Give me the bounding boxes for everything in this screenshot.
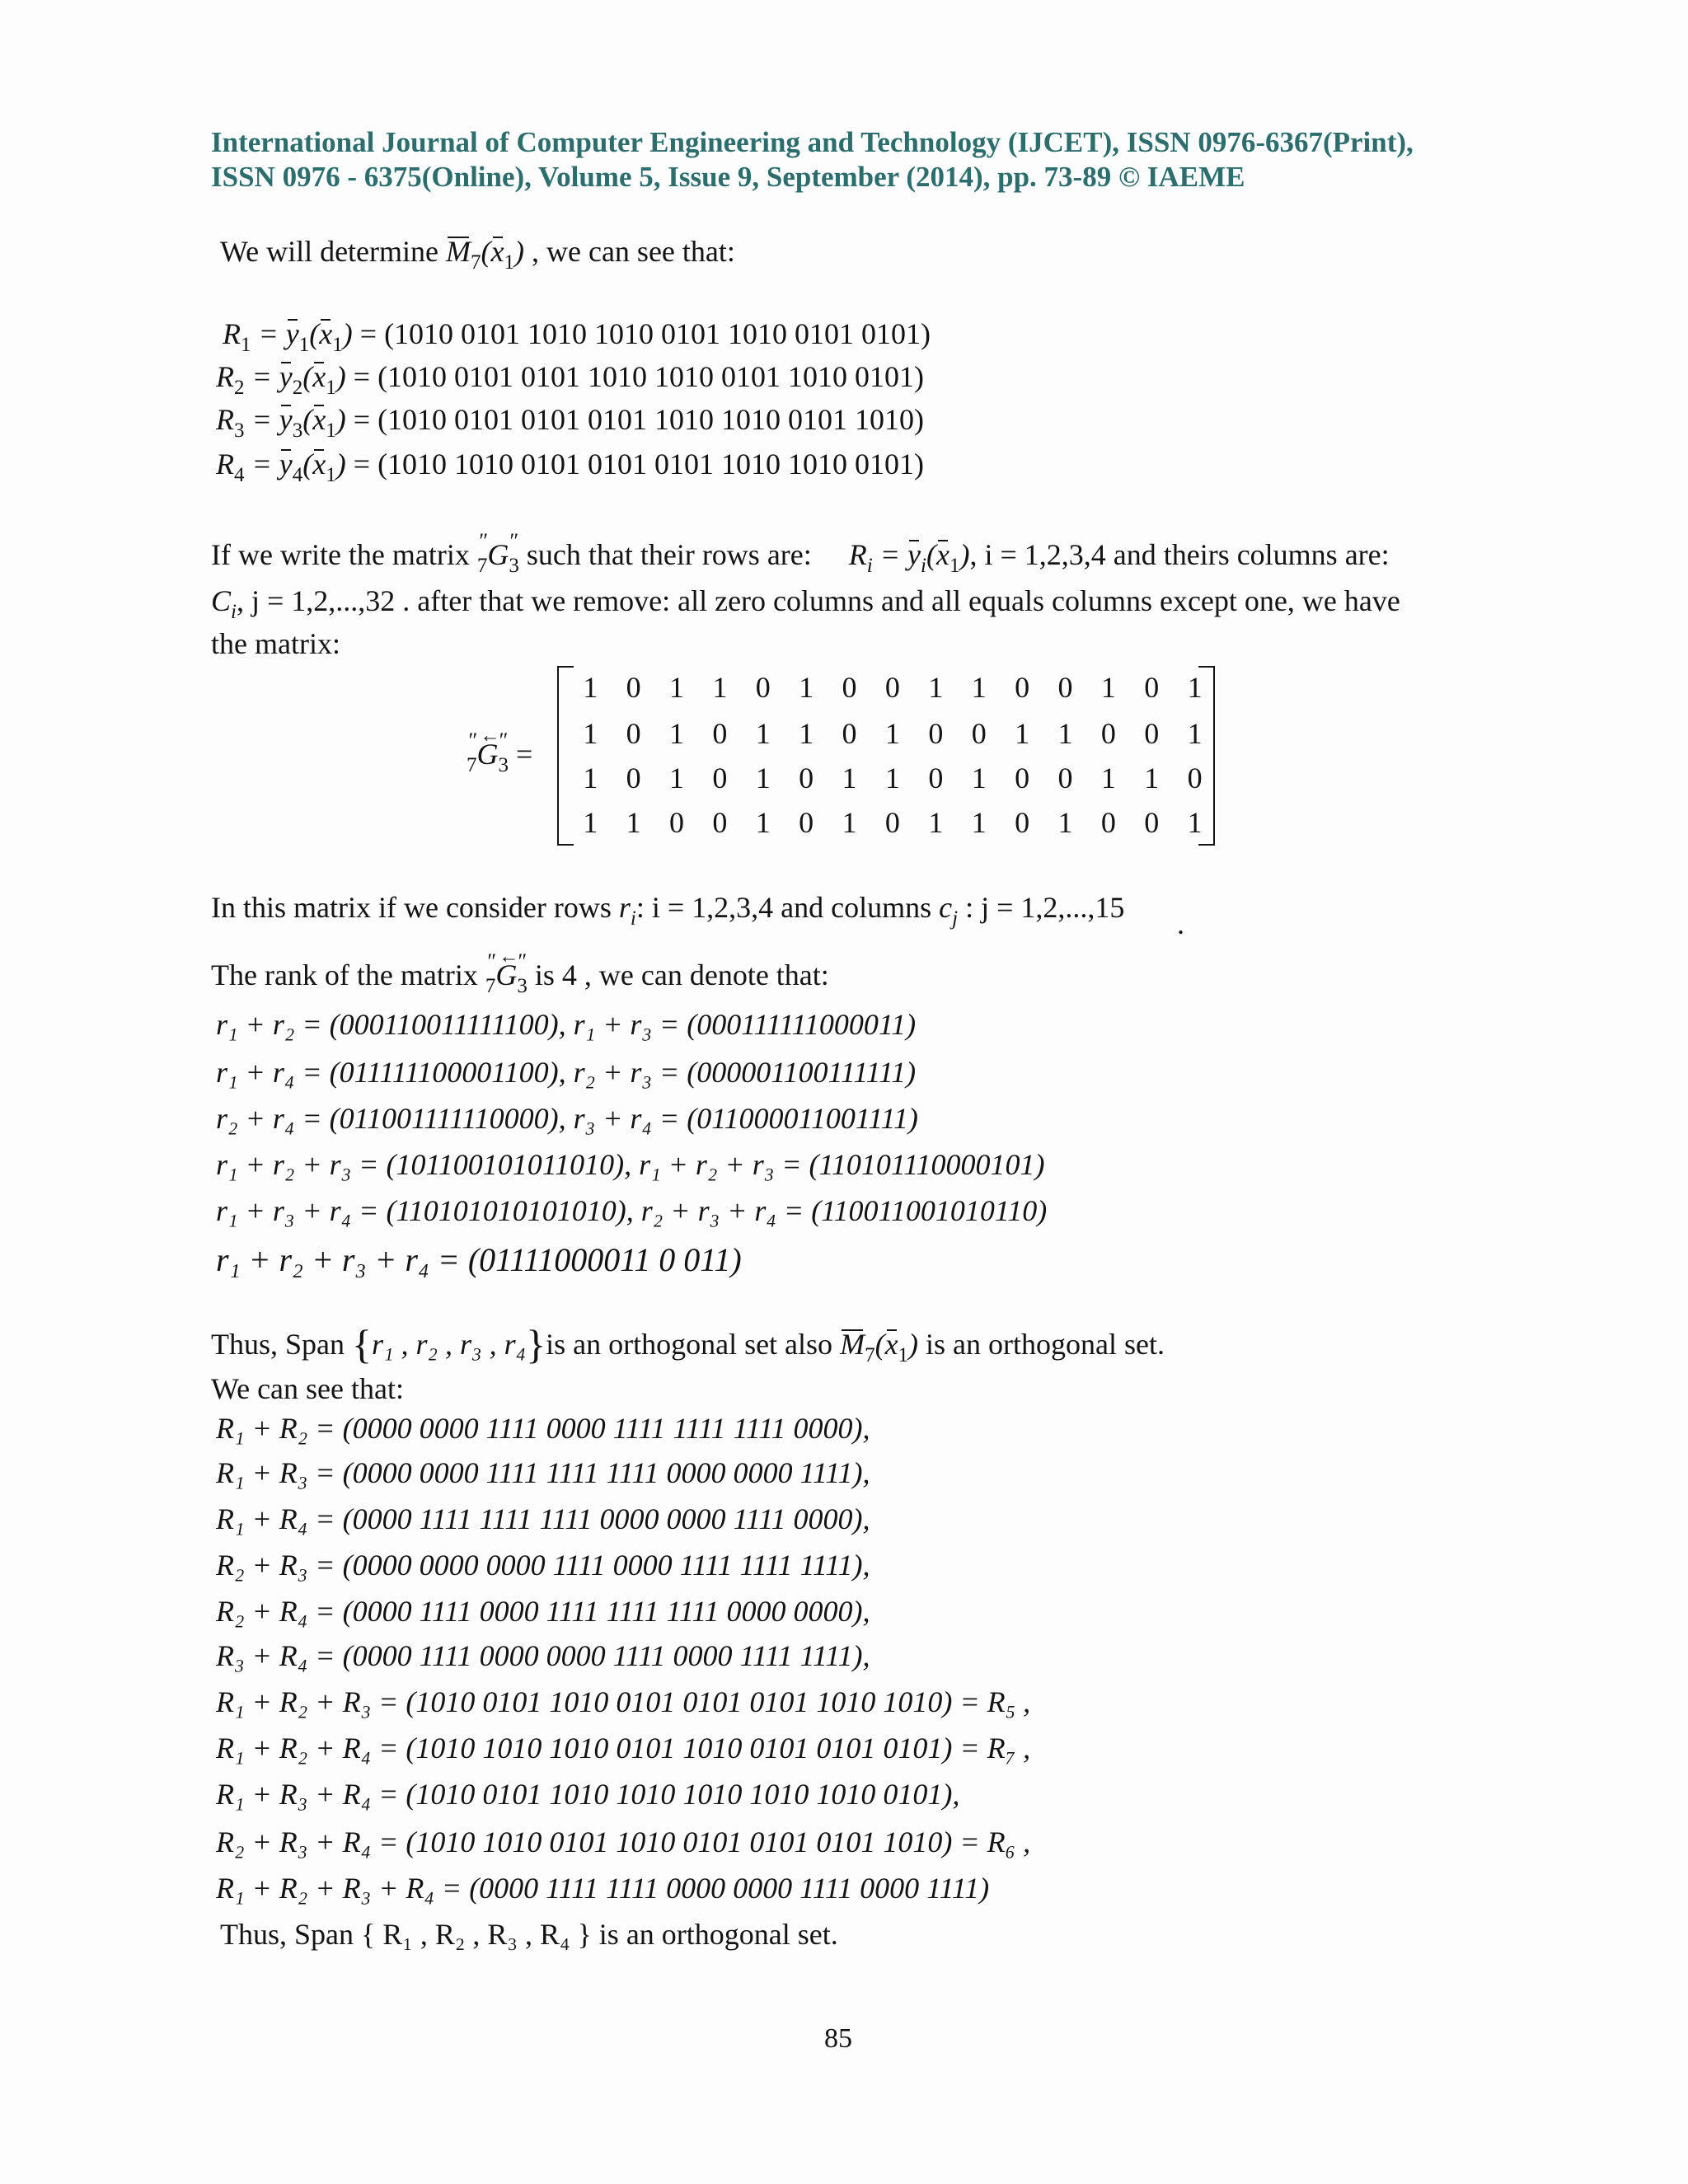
span1-text-a: Thus, Span — [211, 1328, 345, 1361]
matrix-cell: 0 — [799, 806, 814, 839]
matrix-cell: 1 — [1187, 717, 1203, 750]
matrix-cell: 0 — [884, 671, 900, 704]
matrix-cell: 0 — [1100, 717, 1116, 750]
para2-text-c: : j = 1,2,...,15 — [965, 891, 1125, 924]
matrix-cell: 1 — [799, 717, 814, 750]
matrix-cell: 1 — [842, 806, 857, 839]
R-value: = (1010 0101 1010 1010 0101 1010 0101 0101) — [352, 317, 931, 350]
matrix-cell: 0 — [1057, 671, 1073, 704]
R-index: 2 — [234, 377, 245, 399]
matrix-cell: 0 — [712, 717, 728, 750]
R-sum-line-3: R₁ + R₄ = (0000 1111 1111 1111 0000 0000 1111 0000), — [216, 1502, 870, 1535]
paragraph-consider: In this matrix if we consider rows $r_i$: i = 1,2,3,4 and columns $c_j$ : j = 1,2,...,15 — [211, 891, 1125, 930]
R-sum-line-10: R₂ + R₃ + R₄ = (1010 1010 0101 1010 0101 0101 0101 1010) = R₆ , — [216, 1825, 1031, 1858]
matrix-cell: 0 — [1015, 671, 1030, 704]
span1-text-b: is an orthogonal set also — [546, 1328, 833, 1361]
matrix-cell: 1 — [755, 762, 771, 794]
matrix-cell: 0 — [971, 717, 987, 750]
matrix-row — [569, 671, 1217, 704]
matrix-cell: 1 — [1057, 806, 1073, 839]
G-right-subscript: 3 — [498, 754, 509, 776]
R-sum-line-5: R₂ + R₄ = (0000 1111 0000 1111 1111 1111 0000 0000), — [216, 1595, 870, 1628]
r-sum-line-3: r₂ + r₄ = (011001111110000), r₃ + r₄ = (011000011001111) — [216, 1102, 918, 1135]
matrix-cell: 0 — [799, 762, 814, 794]
matrix-cell: 0 — [1015, 762, 1030, 794]
x-bar-symbol: x — [319, 317, 333, 350]
span-line-1: Thus, Span {r₁ , r₂ , r₃ , r₄}is an orthogonal set also $M_7(x_1)$ is an orthogonal set. — [211, 1321, 1165, 1367]
matrix-cell: 1 — [668, 671, 684, 704]
header-line-1: International Journal of Computer Engineering and Technology (IJCET), ISSN 0976-6367(Print), — [211, 126, 1414, 158]
matrix-cell: 1 — [1100, 762, 1116, 794]
R-sum-line-11: R₁ + R₂ + R₃ + R₄ = (0000 1111 1111 0000 0000 1111 0000 1111) — [216, 1872, 990, 1905]
matrix-row — [569, 762, 1217, 794]
r-sum-line-1: r₁ + r₂ = (000110011111100), r₁ + r₃ = (000111111000011) — [216, 1008, 917, 1041]
para1-line-2: , j = 1,2,...,32 . after that we remove: all zero columns and all equals columns except one, we have — [236, 584, 1400, 617]
G-arrow-symbol: ← G — [477, 737, 499, 771]
matrix-cell: 1 — [583, 671, 598, 704]
matrix-cell: 0 — [884, 806, 900, 839]
equals-sign: = — [516, 738, 533, 771]
M-subscript: 7 — [865, 1344, 875, 1366]
matrix-cell: 1 — [842, 762, 857, 794]
R-definition-2: $R_2 = y_2(x_1) = (1010$ 0101 0101 1010 1010 0101 1010 0101) — [216, 360, 925, 399]
r-sum-line-4: r₁ + r₂ + r₃ = (101100101011010), r₁ + r₂ + r₃ = (110101110000101) — [216, 1148, 1045, 1181]
matrix-cell: 1 — [928, 671, 944, 704]
matrix-cell: 0 — [626, 717, 641, 750]
header-line-2: ISSN 0976 - 6375(Online), Volume 5, Issue 9, September (2014), pp. 73-89 © IAEME — [211, 161, 1245, 193]
matrix-cell: 0 — [712, 762, 728, 794]
matrix-cell: 1 — [583, 717, 598, 750]
R-sum-line-1: R₁ + R₂ = (0000 0000 1111 0000 1111 1111 1111 0000), — [216, 1412, 870, 1445]
y-index: 4 — [292, 464, 303, 486]
matrix-cell: 1 — [1015, 717, 1030, 750]
matrix-cell: 0 — [755, 671, 771, 704]
intro-prefix: We will determine — [220, 235, 439, 268]
x-bar-symbol: x — [312, 448, 326, 480]
R-symbol: R — [216, 403, 234, 436]
trailing-dot: . — [1177, 907, 1184, 940]
matrix-cell: 1 — [884, 762, 900, 794]
matrix-cell: 0 — [1015, 806, 1030, 839]
matrix-cell: 1 — [799, 671, 814, 704]
matrix-cell: 0 — [1057, 762, 1073, 794]
y-index: 2 — [292, 377, 303, 399]
y-bar-symbol: y — [907, 538, 921, 571]
x-bar-symbol: x — [935, 538, 950, 571]
matrix-cell: 1 — [971, 671, 987, 704]
matrix-cell: 1 — [1100, 671, 1116, 704]
R-sum-line-6: R₃ + R₄ = (0000 1111 0000 0000 1111 0000 1111 1111), — [216, 1639, 870, 1672]
matrix-cell: 1 — [1187, 806, 1203, 839]
matrix-cell: 0 — [1144, 806, 1160, 839]
M-bar-symbol: M — [840, 1328, 865, 1361]
R-symbol: R — [848, 538, 867, 571]
x-bar-symbol: x — [312, 360, 326, 393]
y-bar-symbol: y — [279, 448, 293, 480]
para2-text-a: In this matrix if we consider rows — [211, 891, 612, 924]
rank-text-b: is 4 , we can denote that: — [534, 958, 829, 991]
matrix-row — [569, 806, 1217, 839]
matrix-cell: 0 — [1100, 806, 1116, 839]
intro-line — [220, 234, 735, 280]
G-symbol: ″ G ″ — [487, 537, 509, 572]
matrix-cell: 1 — [928, 806, 944, 839]
matrix-cell: 0 — [712, 806, 728, 839]
R-index: 1 — [241, 334, 251, 356]
R-index: 3 — [234, 419, 245, 442]
y-bar-symbol: y — [285, 317, 299, 350]
matrix-cell: 1 — [1057, 717, 1073, 750]
R-definition-1: $R_1 = y_1(x_1) = (1010$ 0101 1010 1010 0101 1010 0101 0101) — [223, 317, 931, 356]
r-sum-line-5: r₁ + r₃ + r₄ = (110101010101010), r₂ + r₃ + r₄ = (110011001010110) — [216, 1194, 1048, 1227]
R-sum-line-9: R₁ + R₃ + R₄ = (1010 0101 1010 1010 1010 1010 1010 0101), — [216, 1778, 960, 1811]
matrix-cell: 1 — [884, 717, 900, 750]
matrix-cell: 1 — [626, 806, 641, 839]
matrix-cell: 1 — [971, 762, 987, 794]
matrix-cell: 1 — [971, 806, 987, 839]
matrix-label — [467, 737, 532, 783]
R-definition-3: $R_3 = y_3(x_1) = (1010$ 0101 0101 0101 1010 1010 0101 1010) — [216, 403, 925, 442]
R-symbol: R — [223, 317, 241, 350]
y-index: 1 — [298, 334, 310, 356]
G-right-subscript: 3 — [509, 555, 519, 577]
G-left-subscript: 7 — [476, 555, 488, 577]
r-sum-line-2: r₁ + r₄ = (011111100001100), r₂ + r₃ = (000001100111111) — [216, 1056, 917, 1089]
M-bar-symbol: M — [446, 235, 471, 268]
R-value: = (1010 1010 0101 0101 0101 1010 1010 0101) — [345, 448, 925, 480]
journal-header — [211, 125, 1571, 194]
r-sum-line-6: r₁ + r₂ + r₃ + r₄ = (01111000011 0 011) — [216, 1241, 742, 1278]
paragraph-matrix-line-1: If we write the matrix $_7$″ G $''_3$ such that their rows are: $R_i = y_i(x_1)$, i = 1,2,3,4 and theirs columns are: — [211, 537, 1390, 583]
R-sum-line-4: R₂ + R₃ = (0000 0000 0000 1111 0000 1111 1111 1111), — [216, 1549, 870, 1582]
span-line-2: Thus, Span { R₁ , R₂ , R₃ , R₄ } is an orthogonal set. — [220, 1918, 838, 1951]
matrix-cell: 0 — [928, 717, 944, 750]
matrix-cell: 1 — [668, 717, 684, 750]
matrix-cell: 0 — [626, 762, 641, 794]
rank-line — [211, 958, 829, 1004]
matrix-cell: 1 — [583, 806, 598, 839]
x-subscript: 1 — [326, 464, 336, 486]
paragraph-matrix-line-3: the matrix: — [211, 627, 340, 660]
G-left-subscript: 7 — [485, 975, 496, 997]
R-symbol: R — [216, 448, 234, 480]
x-subscript: 1 — [898, 1344, 909, 1366]
matrix-cell: 1 — [668, 762, 684, 794]
x-bar-symbol: x — [312, 403, 326, 436]
G-right-subscript: 3 — [517, 975, 528, 997]
matrix-cell: 1 — [755, 806, 771, 839]
page-number: 85 — [824, 2023, 852, 2054]
rank-text-a: The rank of the matrix — [211, 958, 478, 991]
matrix-cell: 1 — [755, 717, 771, 750]
R-sum-line-7: R₁ + R₂ + R₃ = (1010 0101 1010 0101 0101 0101 1010 1010) = R₅ , — [216, 1685, 1031, 1718]
matrix-cell: 0 — [928, 762, 944, 794]
matrix-cell: 0 — [842, 671, 857, 704]
intro-suffix: , we can see that: — [532, 235, 735, 268]
y-bar-symbol: y — [279, 403, 293, 436]
R-index: 4 — [234, 464, 245, 486]
x-subscript: 1 — [504, 251, 514, 274]
para1-text-b: such that their rows are: — [526, 538, 812, 571]
G-left-subscript: 7 — [467, 754, 477, 776]
intro-M-expression: $M_7(x_1)$ — [446, 235, 532, 274]
matrix-cell: 0 — [668, 806, 684, 839]
G-arrow-symbol: ← G — [495, 958, 517, 992]
matrix-cell: 0 — [626, 671, 641, 704]
matrix-row — [569, 717, 1217, 750]
matrix-cell: 1 — [1187, 671, 1203, 704]
para1-text-c: , i = 1,2,3,4 and theirs columns are: — [969, 538, 1390, 571]
M-subscript: 7 — [471, 251, 481, 274]
x-bar-symbol: x — [490, 235, 504, 268]
see-that-line: We can see that: — [211, 1372, 404, 1405]
R-symbol: R — [216, 360, 234, 393]
R-sum-line-8: R₁ + R₂ + R₄ = (1010 1010 1010 0101 1010 0101 0101 0101) = R₇ , — [216, 1732, 1031, 1765]
para1-text-a: If we write the matrix — [211, 538, 470, 571]
x-subscript: 1 — [949, 555, 960, 577]
matrix-cell: 0 — [1144, 717, 1160, 750]
span1-text-c: is an orthogonal set. — [926, 1328, 1165, 1361]
x-subscript: 1 — [326, 377, 336, 399]
matrix-cell: 0 — [1144, 671, 1160, 704]
x-subscript: 1 — [326, 419, 336, 442]
R-sum-line-2: R₁ + R₃ = (0000 0000 1111 1111 1111 0000 0000 1111), — [216, 1456, 870, 1489]
paragraph-matrix-line-2: $C_i$, j = 1,2,...,32 . after that we remove: all zero columns and all equals columns except one, we have — [211, 584, 1400, 623]
matrix-cell: 1 — [583, 762, 598, 794]
R-definition-4: $R_4 = y_4(x_1) = (1010$ 1010 0101 0101 0101 1010 1010 0101) — [216, 448, 925, 486]
matrix-cell: 1 — [712, 671, 728, 704]
span1-set: r₁ , r₂ , r₃ , r₄ — [372, 1328, 527, 1361]
matrix-cell: 1 — [1144, 762, 1160, 794]
G-matrix — [557, 666, 1215, 844]
para2-text-b: : i = 1,2,3,4 and columns — [635, 891, 932, 924]
x-bar-symbol: x — [884, 1328, 898, 1361]
matrix-cell: 0 — [842, 717, 857, 750]
y-bar-symbol: y — [279, 360, 293, 393]
R-value: = (1010 0101 0101 0101 1010 1010 0101 1010) — [345, 403, 925, 436]
R-value: = (1010 0101 0101 1010 1010 0101 1010 0101) — [345, 360, 925, 393]
matrix-cell: 0 — [1187, 762, 1203, 794]
y-index: 3 — [292, 419, 303, 442]
x-subscript: 1 — [332, 334, 343, 356]
